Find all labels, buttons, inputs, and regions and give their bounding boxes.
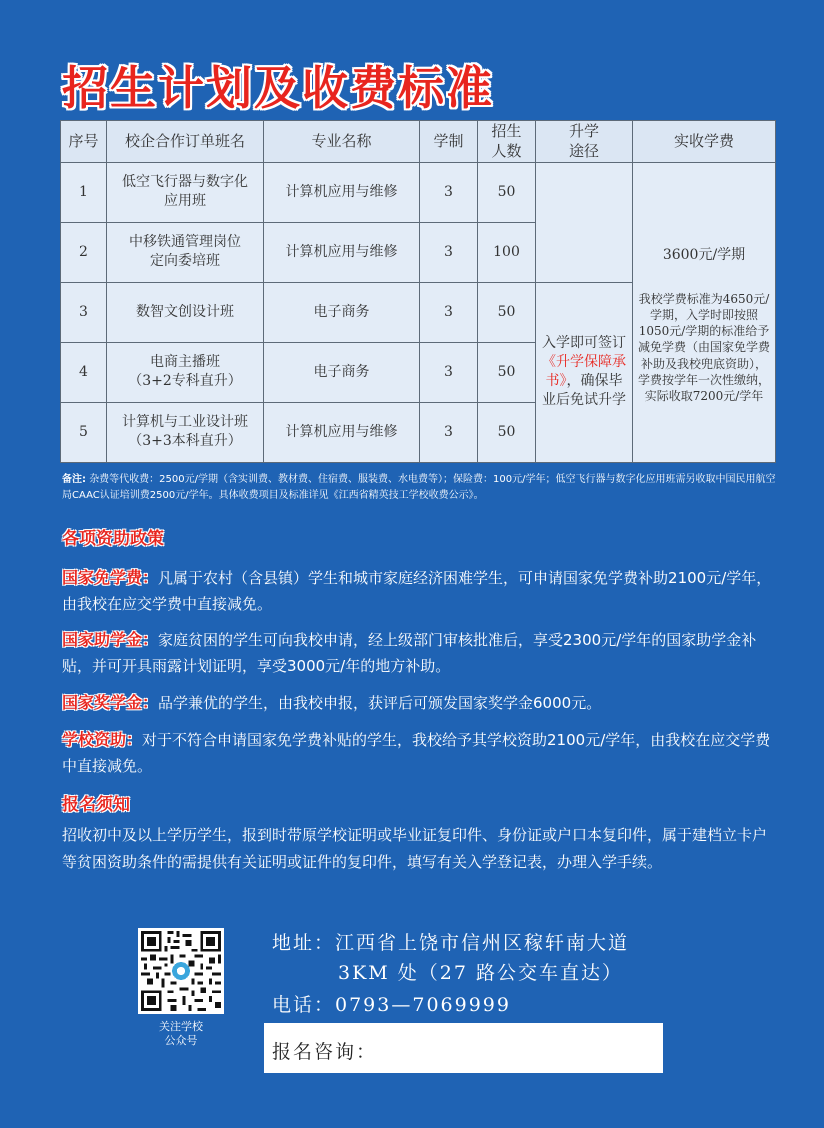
cell-path-empty <box>536 162 633 282</box>
cell-count: 50 <box>478 282 536 342</box>
cell-seq: 5 <box>61 402 107 462</box>
cell-seq: 3 <box>61 282 107 342</box>
aid-heading: 各项资助政策 <box>62 529 164 549</box>
header-major: 专业名称 <box>264 121 420 163</box>
table-header-row <box>61 121 776 163</box>
cell-seq: 1 <box>61 162 107 222</box>
cell-class-name: 计算机与工业设计班 （3+3本科直升） <box>107 402 264 462</box>
header-path: 升学 途径 <box>536 121 633 163</box>
cell-count: 50 <box>478 162 536 222</box>
cell-years: 3 <box>420 162 478 222</box>
address-line-1: 地址：江西省上饶市信州区稼轩南大道 <box>272 932 630 954</box>
header-class-name: 校企合作订单班名 <box>107 121 264 163</box>
cell-class-name: 数智文创设计班 <box>107 282 264 342</box>
cell-major: 计算机应用与维修 <box>264 402 420 462</box>
aid-item-free-tuition: 国家免学费：凡属于农村（含县镇）学生和城市家庭经济困难学生，可申请国家免学费补助2100元/学年，由我校在应交学费中直接减免。 <box>62 568 772 613</box>
cell-major: 电子商务 <box>264 342 420 402</box>
cell-count: 100 <box>478 222 536 282</box>
cell-fee <box>633 162 776 462</box>
header-fee: 实收学费 <box>633 121 776 163</box>
aid-item-school-aid: 学校资助：对于不符合申请国家免学费补贴的学生，我校给予其学校资助2100元/学年，由我校在应交学费中直接减免。 <box>62 730 771 775</box>
cell-class-name: 中移铁通管理岗位 定向委培班 <box>107 222 264 282</box>
qr-caption: 关注学校 公众号 <box>159 1020 203 1047</box>
page-title: 招生计划及收费标准 <box>62 61 494 115</box>
qr-code <box>138 928 224 1014</box>
cell-path: 入学即可签订《升学保障承书》，确保毕业后免试升学 <box>536 282 633 462</box>
cell-count: 50 <box>478 342 536 402</box>
fee-main: 3600元/学期 <box>662 246 746 263</box>
header-seq: 序号 <box>61 121 107 163</box>
consult-box: 报名咨询： <box>264 1023 663 1073</box>
cell-years: 3 <box>420 342 478 402</box>
guarantee-book: 《升学保障承书》 <box>542 354 626 389</box>
cell-major: 计算机应用与维修 <box>264 162 420 222</box>
fee-note: 备注: 杂费等代收费：2500元/学期（含实训费、教材费、住宿费、服装费、水电费等）；保险费：100元/学年；低空飞行器与数字化应用班需另收取中国民用航空局CAAC认证培训费2500元/学年。具体收费项目及标准详见《江西省精英技工学校收费公示》。 <box>62 474 776 501</box>
cell-years: 3 <box>420 402 478 462</box>
cell-major: 电子商务 <box>264 282 420 342</box>
cell-seq: 4 <box>61 342 107 402</box>
phone-number: 电话：0793—7069999 <box>272 994 511 1016</box>
cell-count: 50 <box>478 402 536 462</box>
register-heading: 报名须知 <box>62 795 130 815</box>
table-row <box>61 162 776 222</box>
aid-item-grant: 国家助学金：家庭贫困的学生可向我校申请，经上级部门审核批准后，享受2300元/学年的国家助学金补贴，并可开具雨露计划证明，享受3000元/年的地方补助。 <box>62 630 757 675</box>
cell-class-name: 低空飞行器与数字化 应用班 <box>107 162 264 222</box>
address-line-2: 3KM 处（27 路公交车直达） <box>338 962 623 984</box>
aid-item-scholarship: 国家奖学金：品学兼优的学生，由我校申报，获评后可颁发国家奖学金6000元。 <box>62 693 602 712</box>
fee-detail: 我校学费标准为4650元/学期，入学时即按照1050元/学期的标准给予减免学费（由国家免学费补助及我校兜底资助），学费按学年一次性缴纳，实际收取7200元/学年 <box>637 291 770 403</box>
cell-seq: 2 <box>61 222 107 282</box>
header-years: 学制 <box>420 121 478 163</box>
cell-major: 计算机应用与维修 <box>264 222 420 282</box>
cell-years: 3 <box>420 222 478 282</box>
header-enroll: 招生 人数 <box>478 121 536 163</box>
fee-table <box>60 120 776 463</box>
cell-class-name: 电商主播班 （3+2专科直升） <box>107 342 264 402</box>
register-text: 招收初中及以上学历学生，报到时带原学校证明或毕业证复印件、身份证或户口本复印件，属于建档立卡户等贫困资助条件的需提供有关证明或证件的复印件，填写有关入学登记表，办理入学手续。 <box>62 826 768 871</box>
cell-years: 3 <box>420 282 478 342</box>
